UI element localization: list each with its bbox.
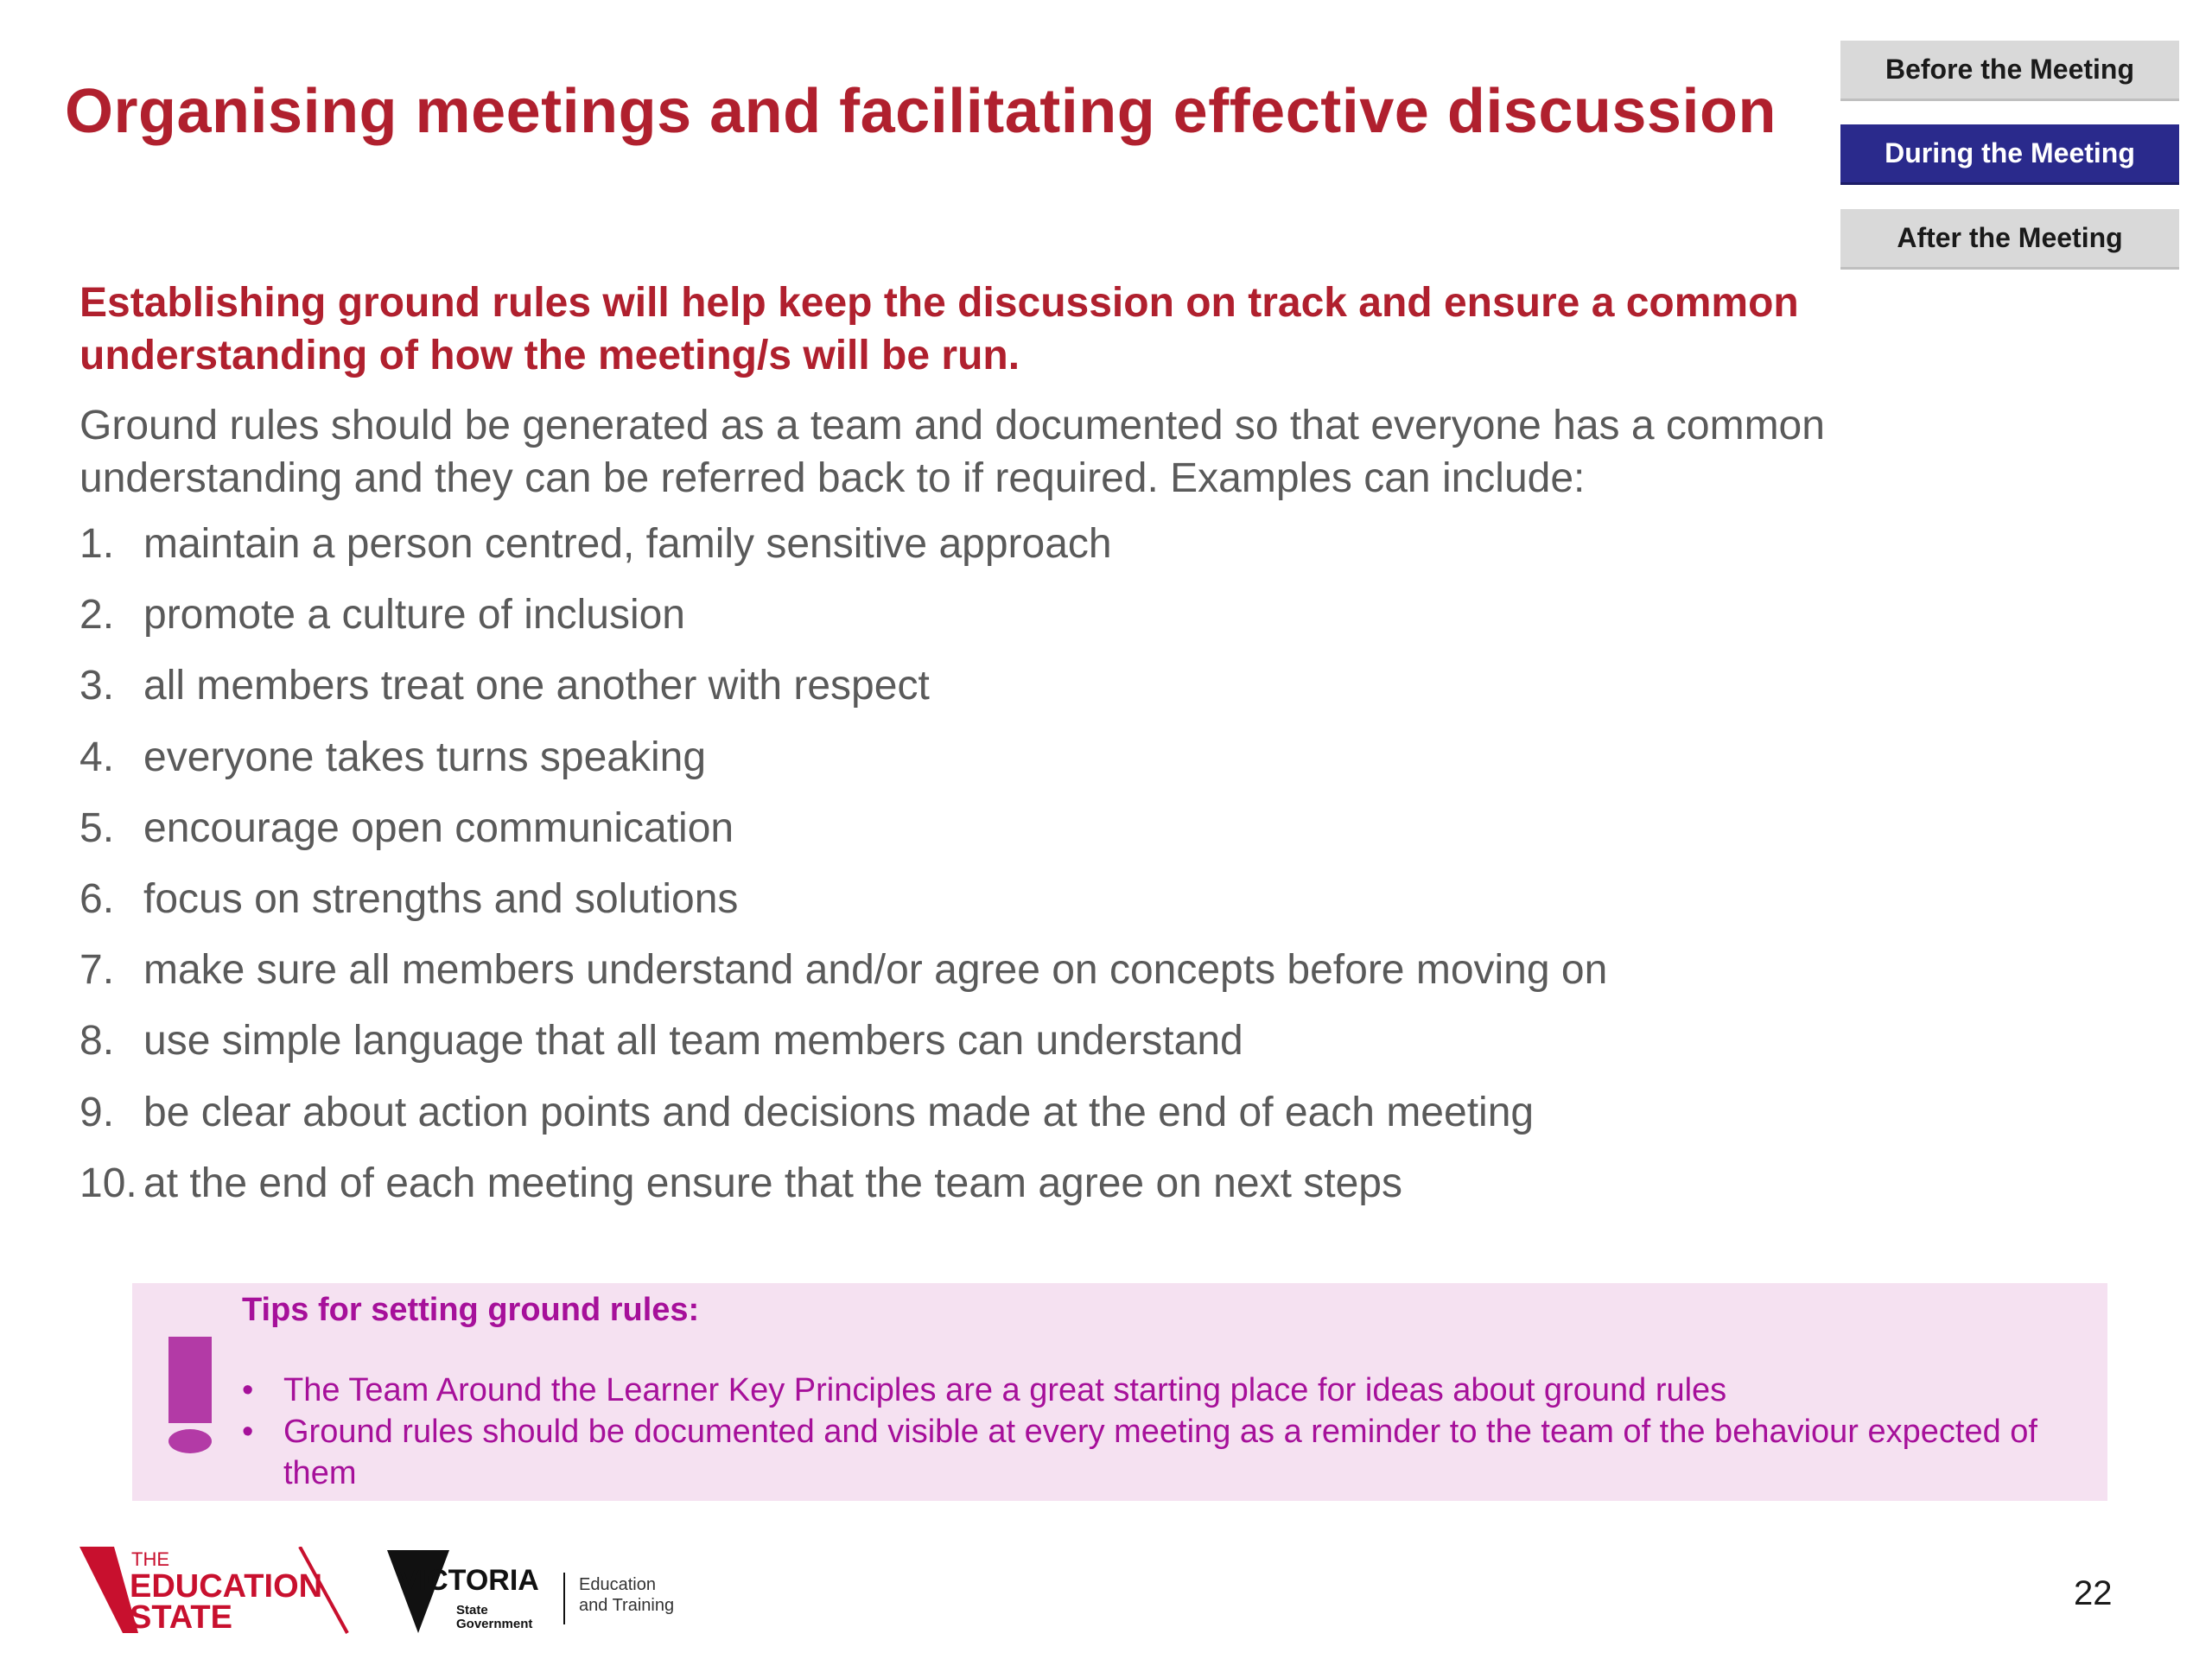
rule-number: 9. [79,1089,115,1135]
rule-text: maintain a person centred, family sensitive approach [143,521,1112,567]
rule-text: be clear about action points and decisions made at the end of each meeting [143,1089,1535,1135]
rule-text: use simple language that all team members can understand [143,1018,1243,1065]
rule-text: make sure all members understand and/or agree on concepts before moving on [143,947,1608,994]
after-the-meeting-button[interactable]: After the Meeting [1840,209,2179,270]
page-title: Organising meetings and facilitating effective discussion [65,77,1777,146]
rule-text: at the end of each meeting ensure that the team agree on next steps [143,1160,1402,1206]
logo-training-dept: and Training [579,1596,675,1615]
rule-text: everyone takes turns speaking [143,734,707,780]
logo-the: THE [131,1548,169,1570]
tips-heading: Tips for setting ground rules: [242,1292,700,1328]
ground-rule-item [79,1089,1607,1160]
rule-text: all members treat one another with respect [143,663,930,709]
rule-number: 7. [79,947,115,994]
logo-victoria: VICTORIA [399,1564,539,1597]
tip-text: Ground rules should be documented and visible at every meeting as a reminder to the team of the behaviour expected of them [283,1414,2037,1491]
logo-education-dept: Education [579,1575,656,1594]
during-the-meeting-button[interactable]: During the Meeting [1840,124,2179,185]
rule-number: 2. [79,592,115,639]
logo-state-label: State [456,1603,488,1618]
ground-rule-item [79,804,1607,875]
rule-number: 4. [79,734,115,780]
ground-rule-item [79,1160,1607,1230]
ground-rule-item [79,734,1607,804]
tip-item [242,1411,2091,1494]
rule-number: 8. [79,1018,115,1065]
ground-rule-item [79,946,1607,1017]
tips-list [242,1370,2091,1494]
logo-government-label: Government [456,1617,533,1631]
lead-statement: Establishing ground rules will help keep the discussion on track and ensure a common understanding of how the meeting/s will be run. [79,280,1799,378]
rule-number: 3. [79,663,115,709]
page-number: 22 [2074,1574,2113,1612]
logo-education: EDUCATION [130,1568,323,1605]
ground-rule-item [79,591,1607,662]
rule-number: 1. [79,521,115,567]
rule-text: promote a culture of inclusion [143,592,685,639]
tip-text: The Team Around the Learner Key Principles are a great starting place for ideas about ground rules [283,1372,1727,1408]
tips-box [132,1283,2107,1501]
rule-text: focus on strengths and solutions [143,875,739,922]
victoria-government-logo [387,1547,698,1642]
ground-rule-item [79,875,1607,946]
rule-number: 10. [79,1160,137,1206]
before-the-meeting-button[interactable]: Before the Meeting [1840,41,2179,101]
bullet: • [242,1372,254,1408]
rule-number: 6. [79,875,115,922]
ground-rules-list [79,520,1607,1230]
rule-text: encourage open communication [143,804,734,851]
ground-rule-item [79,662,1607,733]
logo-state: STATE [130,1599,232,1636]
ground-rule-item [79,1017,1607,1088]
rule-number: 5. [79,804,115,851]
ground-rule-item [79,520,1607,591]
bullet: • [242,1414,254,1450]
intro-paragraph: Ground rules should be generated as a team and documented so that everyone has a common understanding and they can be referred back to if required. Examples can include: [79,403,1825,501]
tip-item [242,1370,2091,1411]
education-state-logo [79,1547,356,1642]
exclamation-icon [167,1335,217,1456]
